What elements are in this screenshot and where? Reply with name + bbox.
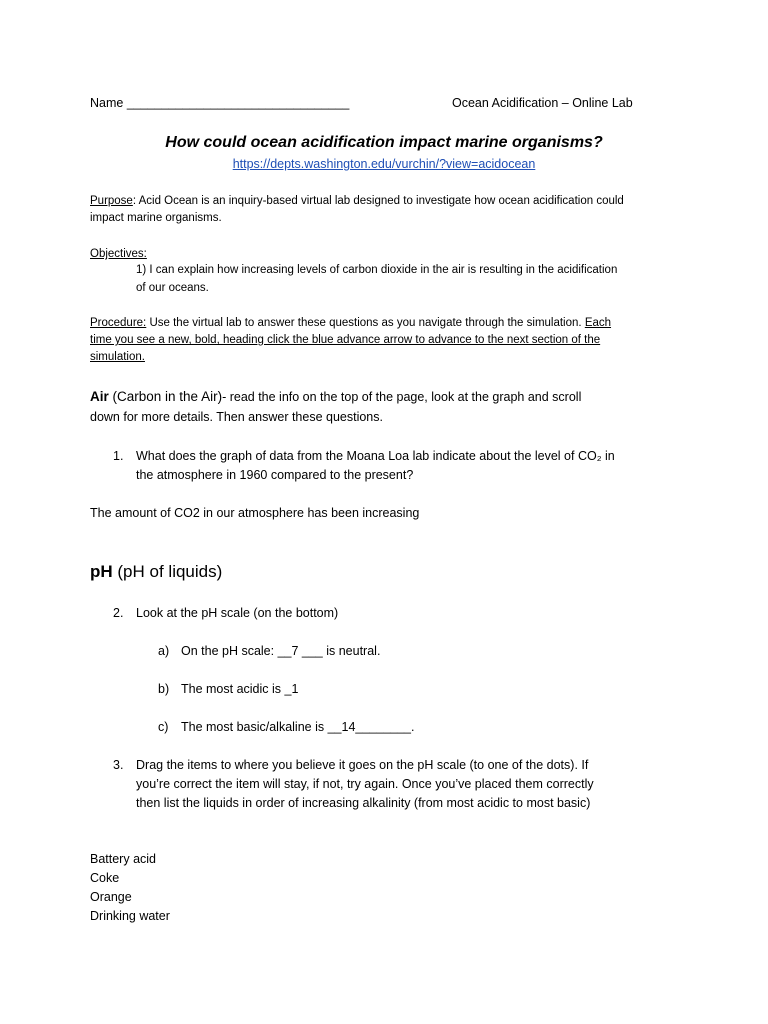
procedure-line-3: simulation. <box>90 351 145 363</box>
q1-answer: The amount of CO2 in our atmosphere has been increasing <box>90 506 420 520</box>
liquid-item-battery-acid: Battery acid <box>90 852 157 866</box>
procedure-label: Procedure: <box>90 317 147 329</box>
objective-1-line-1: 1) I can explain how increasing levels of carbon dioxide in the air is resulting in the acidification <box>136 264 618 276</box>
q2c-label: c) <box>158 720 169 734</box>
purpose-line-2: impact marine organisms. <box>90 212 222 224</box>
liquid-item-drinking-water: Drinking water <box>90 909 170 923</box>
q2a-label: a) <box>158 644 170 658</box>
worksheet-title: How could ocean acidification impact marine organisms? <box>165 134 603 151</box>
q1-number: 1. <box>113 449 124 463</box>
air-section-line-1 <box>90 388 581 406</box>
purpose-label: Purpose <box>90 195 133 207</box>
q2b-label: b) <box>158 682 170 696</box>
course-label: Ocean Acidification – Online Lab <box>452 96 633 110</box>
name-field-label: Name ________________________________ <box>90 96 350 110</box>
q2b-text: The most acidic is _1 <box>181 682 299 696</box>
air-intro-2: down for more details. Then answer these questions. <box>90 410 383 424</box>
ph-heading: pH <box>90 562 113 581</box>
ph-section-heading <box>90 562 222 582</box>
objectives-label: Objectives: <box>90 248 147 260</box>
q2a-text: On the pH scale: __7 ___ is neutral. <box>181 644 381 658</box>
q2-text: Look at the pH scale (on the bottom) <box>136 606 339 620</box>
liquid-item-orange: Orange <box>90 890 132 904</box>
objective-1-line-2: of our oceans. <box>136 282 209 294</box>
q1-text-1: What does the graph of data from the Moana Loa lab indicate about the level of CO₂ in <box>136 449 615 463</box>
purpose-text-1: : Acid Ocean is an inquiry-based virtual lab designed to investigate how ocean acidification could <box>132 195 624 207</box>
procedure-line-2: time you see a new, bold, heading click the blue advance arrow to advance to the next section of the <box>90 334 601 346</box>
air-intro-1: - read the info on the top of the page, look at the graph and scroll <box>222 390 582 404</box>
liquid-item-coke: Coke <box>90 871 120 885</box>
q3-text-3: then list the liquids in order of increasing alkalinity (from most acidic to most basic) <box>136 796 591 810</box>
purpose-line-1 <box>90 193 624 211</box>
procedure-line-1 <box>90 315 611 333</box>
q2-number: 2. <box>113 606 124 620</box>
procedure-text-1-underlined: Each <box>584 317 612 329</box>
procedure-text-1: Use the virtual lab to answer these questions as you navigate through the simulation. <box>146 317 585 329</box>
q1-text-2: the atmosphere in 1960 compared to the present? <box>136 468 414 482</box>
q3-text-1: Drag the items to where you believe it goes on the pH scale (to one of the dots). If <box>136 758 589 772</box>
q3-number: 3. <box>113 758 124 772</box>
lab-link[interactable]: https://depts.washington.edu/vurchin/?view=acidocean <box>232 157 536 171</box>
q2c-text: The most basic/alkaline is __14________. <box>181 720 415 734</box>
air-heading: Air <box>90 389 109 404</box>
ph-heading-subtitle: (pH of liquids) <box>112 562 223 581</box>
air-heading-subtitle: (Carbon in the Air) <box>108 389 223 404</box>
q3-text-2: you’re correct the item will stay, if not, try again. Once you’ve placed them correctly <box>136 777 594 791</box>
